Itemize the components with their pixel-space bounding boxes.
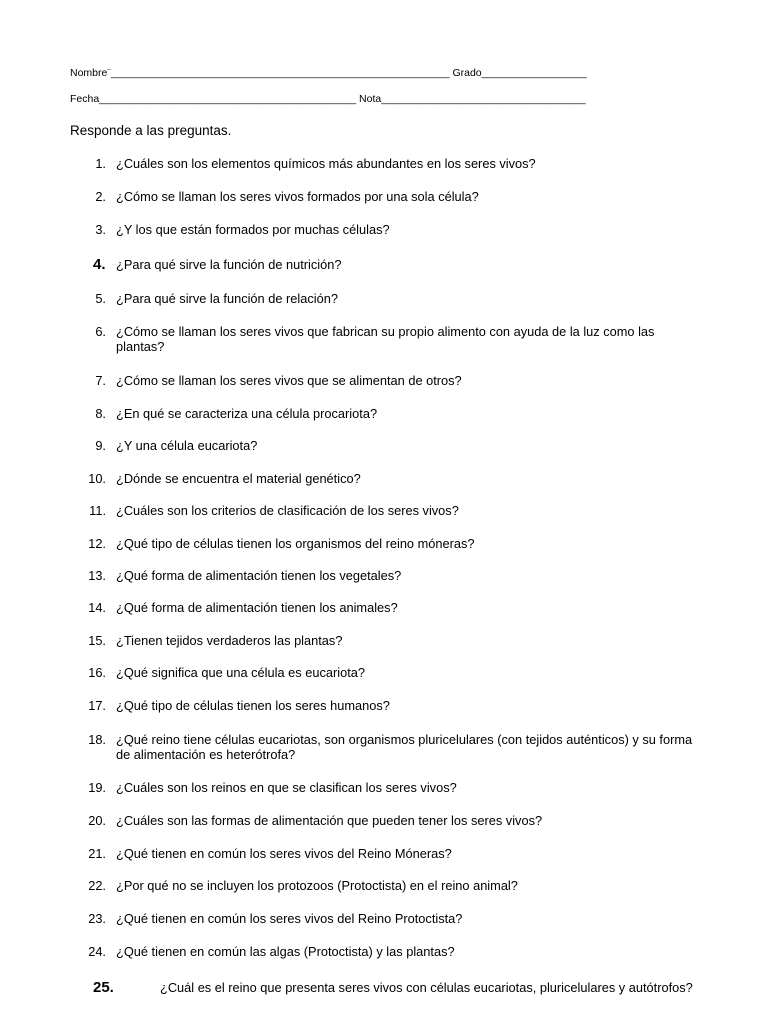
instructions: Responde a las preguntas. (70, 123, 232, 138)
question-number: 2. (95, 189, 106, 204)
question-text: ¿Dónde se encuentra el material genético? (116, 471, 361, 486)
question-number: 10. (88, 471, 106, 486)
question-number: 9. (95, 438, 106, 453)
question-text: ¿Y los que están formados por muchas células? (116, 222, 390, 237)
question-text: ¿Qué tipo de células tienen los seres humanos? (116, 698, 390, 713)
question-number: 24. (88, 944, 106, 959)
question-number: 8. (95, 406, 106, 421)
question-text: ¿Cómo se llaman los seres vivos que fabrican su propio alimento con ayuda de la luz como las plantas? (116, 324, 655, 354)
question-text: ¿Qué significa que una célula es eucariota? (116, 665, 365, 680)
question-text: ¿Cuáles son las formas de alimentación que pueden tener los seres vivos? (116, 813, 543, 828)
question-number: 25. (93, 979, 114, 996)
question-number: 23. (88, 911, 106, 926)
question-number: 18. (88, 732, 106, 747)
question-number: 14. (88, 600, 106, 615)
question-number: 3. (95, 222, 106, 237)
question-text: ¿Cuál es el reino que presenta seres vivos con células eucariotas, pluricelulares y autótrofos? (160, 980, 693, 995)
question-text: ¿En qué se caracteriza una célula procariota? (116, 406, 378, 421)
question-number: 15. (88, 633, 106, 648)
header-fecha-nota: Fecha____________________________________________ Nota___________________________________ (70, 93, 586, 105)
question-number: 6. (95, 324, 106, 339)
question-number: 11. (89, 503, 106, 518)
question-text: ¿Cómo se llaman los seres vivos que se alimentan de otros? (116, 373, 462, 388)
question-text: ¿Para qué sirve la función de relación? (116, 291, 338, 306)
question-number: 12. (88, 536, 106, 551)
question-text: ¿Qué tipo de células tienen los organismos del reino móneras? (116, 536, 475, 551)
question-number: 7. (95, 373, 106, 388)
question-number: 19. (88, 780, 106, 795)
question-number: 1. (95, 156, 106, 171)
question-text: ¿Qué forma de alimentación tienen los animales? (116, 600, 398, 615)
question-text: ¿Y una célula eucariota? (116, 438, 258, 453)
question-number: 22. (88, 878, 106, 893)
question-text: ¿Qué tienen en común las algas (Protoctista) y las plantas? (116, 944, 455, 959)
header-nombre-grado: Nombre¨__________________________________________________________ Grado__________________ (70, 67, 587, 79)
question-number: 5. (95, 291, 106, 306)
question-text: ¿Tienen tejidos verdaderos las plantas? (116, 633, 343, 648)
question-text: ¿Cuáles son los reinos en que se clasifican los seres vivos? (116, 780, 457, 795)
question-text: ¿Cuáles son los criterios de clasificación de los seres vivos? (116, 503, 459, 518)
question-number: 4. (93, 256, 106, 273)
question-text: ¿Qué tienen en común los seres vivos del Reino Protoctista? (116, 911, 463, 926)
question-text: ¿Qué forma de alimentación tienen los vegetales? (116, 568, 402, 583)
question-number: 17. (88, 698, 106, 713)
question-text: ¿Por qué no se incluyen los protozoos (Protoctista) en el reino animal? (116, 878, 518, 893)
question-number: 20. (88, 813, 106, 828)
question-text: ¿Cómo se llaman los seres vivos formados por una sola célula? (116, 189, 479, 204)
question-text: ¿Qué reino tiene células eucariotas, son organismos pluricelulares (con tejidos auténticos) y su forma de alimentación es heterótrofa? (116, 732, 693, 762)
question-number: 21. (88, 846, 106, 861)
question-text: ¿Qué tienen en común los seres vivos del Reino Móneras? (116, 846, 452, 861)
question-number: 13. (88, 568, 106, 583)
question-text: ¿Para qué sirve la función de nutrición? (116, 257, 342, 272)
question-number: 16. (88, 665, 106, 680)
question-text: ¿Cuáles son los elementos químicos más abundantes en los seres vivos? (116, 156, 536, 171)
